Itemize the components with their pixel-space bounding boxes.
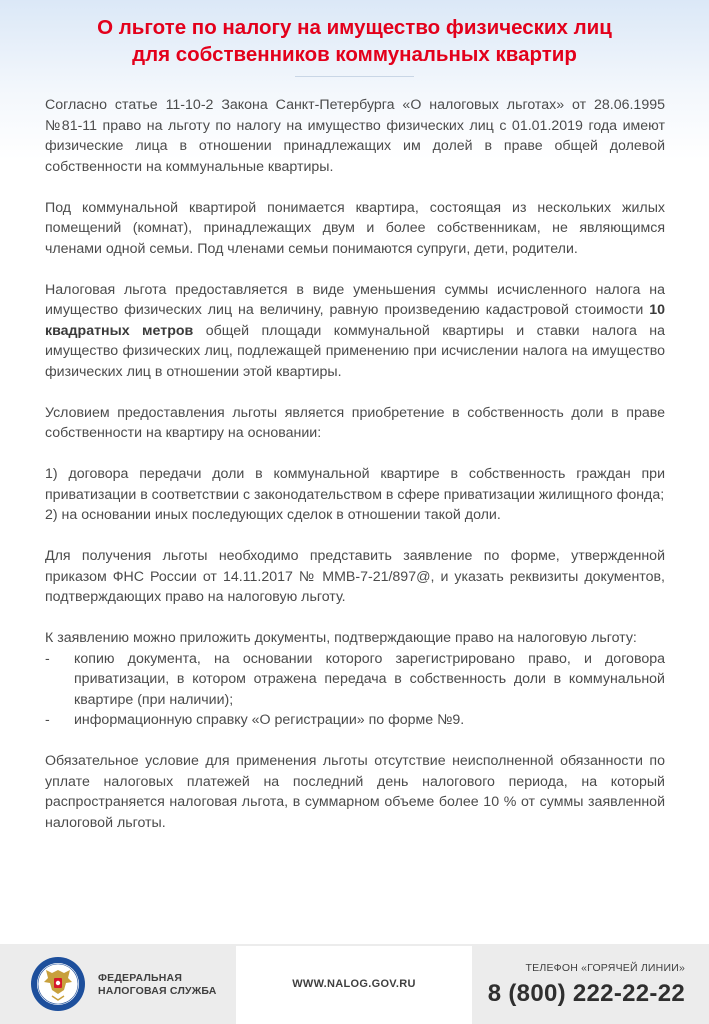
benefit-text-start: Налоговая льгота предоставляется в виде уменьшения суммы исчисленного налога на имущество физических лиц на величину, равную произведению кадастровой стоимости <box>45 281 665 318</box>
benefit-text-end: общей площади коммунальной квартиры и ставки налога на имущество физических лиц, подлежащей применению при исчислении налога на имущество физических лиц в отношении этой квартиры. <box>45 322 665 380</box>
document-body <box>45 95 665 833</box>
fns-emblem-icon <box>30 956 86 1012</box>
paragraph-mandatory-condition: Обязательное условие для применения льготы отсутствие неисполненной обязанности по уплате налоговых платежей на последний день налогового периода, на который распространяется налоговая льгота, в суммарном объеме более 10 % от суммы заявленной налоговой льготы. <box>45 753 665 831</box>
paragraph-benefit-amount <box>45 280 665 383</box>
title-line-2: для собственников коммунальных квартир <box>132 43 577 66</box>
organization-name-line-2: НАЛОГОВАЯ СЛУЖБА <box>98 985 217 997</box>
paragraph-communal-definition: Под коммунальной квартирой понимается квартира, состоящая из нескольких жилых помещений (комнат), принадлежащих двум и более собственникам, не являющимся членами одной семьи. Под членами семьи понимаются супруги, дети, родители. <box>45 199 665 257</box>
attachments-list <box>45 649 665 731</box>
website-link[interactable]: WWW.NALOG.GOV.RU <box>292 978 416 990</box>
paragraph-application: Для получения льготы необходимо представить заявление по форме, утвержденной приказом ФНС России от 14.11.2017 № ММВ-7-21/897@, и указать реквизиты документов, подтверждающих право на налоговую льготу. <box>45 548 665 605</box>
title-line-1: О льготе по налогу на имущество физических лиц <box>97 16 612 39</box>
organization-name-line-1: ФЕДЕРАЛЬНАЯ <box>98 972 183 984</box>
bullet-mark: - <box>45 650 50 667</box>
attachments-list-item <box>45 710 665 731</box>
organization-name <box>98 972 228 998</box>
title-divider <box>295 76 414 77</box>
attachments-list-item <box>45 649 665 711</box>
paragraph-conditions: Условием предоставления льготы является приобретение в собственность доли в праве собственности на квартиру на основании: <box>45 404 665 441</box>
paragraph-attachments: К заявлению можно приложить документы, подтверждающие право на налоговую льготу: <box>45 630 637 646</box>
conditions-list-item-1: 1) договора передачи доли в коммунальной квартире в собственность граждан при приватизации в соответствии с законодательством в сфере приватизации жилищного фонда; <box>45 466 665 503</box>
benefit-area-bold: 10 квадратных метров <box>45 302 665 339</box>
conditions-list <box>45 464 665 526</box>
hotline-phone-number[interactable]: 8 (800) 222-22-22 <box>487 980 685 1007</box>
paragraph-law-reference: Согласно статье 11-10-2 Закона Санкт-Петербурга «О налоговых льготах» от 28.06.1995 №81-11 право на льготу по налогу на имущество физических лиц с 01.01.2019 года имеют физические лица в отношении принадлежащих им долей в праве общей долевой собственности на коммунальные квартиры. <box>45 97 665 175</box>
bullet-text: копию документа, на основании которого зарегистрировано право, и договора приватизации, в котором отражена передача в собственность доли в коммунальной квартире (при наличии); <box>74 650 665 708</box>
bullet-mark: - <box>45 712 50 728</box>
conditions-list-item-2: 2) на основании иных последующих сделок в отношении такой доли. <box>45 507 501 523</box>
hotline-label: ТЕЛЕФОН «ГОРЯЧЕЙ ЛИНИИ» <box>525 962 685 974</box>
bullet-text: информационную справку «О регистрации» по форме №9. <box>74 712 465 728</box>
page-title <box>0 14 709 68</box>
